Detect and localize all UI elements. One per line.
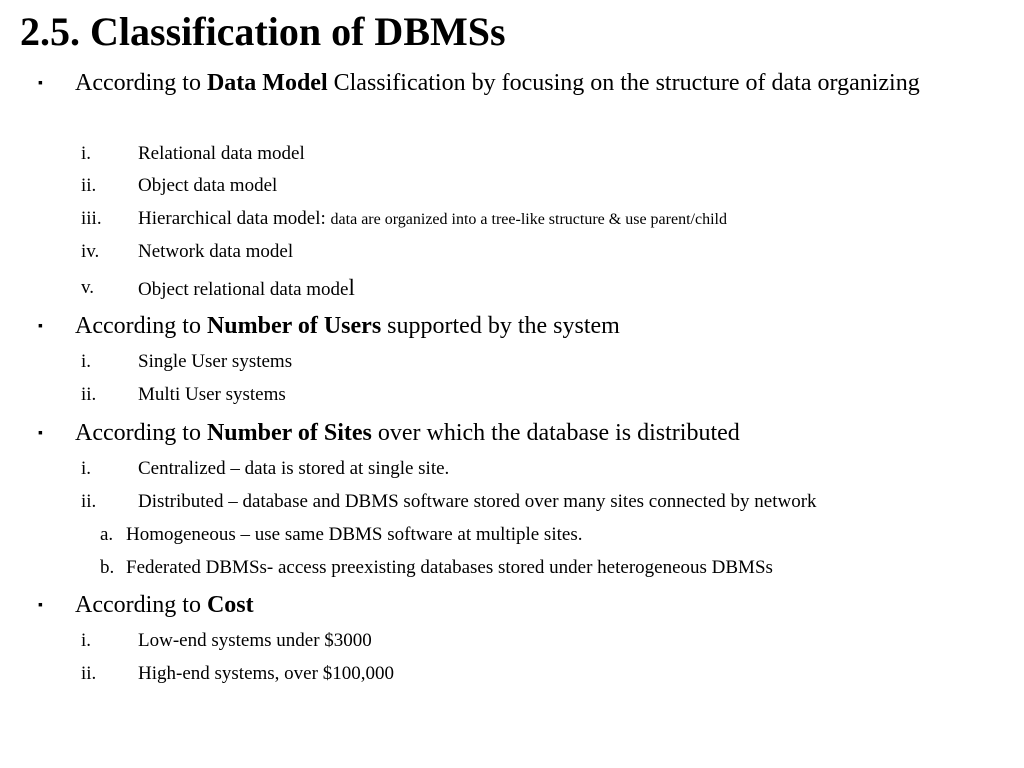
list-number: i. [81, 630, 92, 651]
list-item: Relational data model [138, 143, 305, 164]
list-number: iv. [81, 241, 100, 262]
section-heading-number-of-users [75, 309, 620, 343]
section-keyword: Number of Sites [206, 420, 372, 446]
list-item-text: Hierarchical data model: [138, 208, 326, 229]
sub-list-letter: b. [100, 557, 115, 578]
section-prefix: According to [75, 313, 201, 339]
list-item: Low-end systems under $3000 [138, 630, 372, 651]
bullet-icon: ▪ [38, 426, 43, 441]
bullet-icon: ▪ [38, 319, 43, 334]
list-item: Centralized – data is stored at single site. [138, 458, 450, 479]
list-item-note: data are organized into a tree-like structure & use parent/child [330, 211, 727, 228]
list-number: i. [81, 351, 92, 372]
section-prefix: According to [75, 70, 201, 96]
list-number: iii. [81, 208, 102, 229]
list-item: Single User systems [138, 351, 293, 372]
sub-list-item: Homogeneous – use same DBMS software at multiple sites. [126, 524, 583, 545]
list-number: ii. [81, 175, 97, 196]
section-heading-number-of-sites [75, 416, 740, 450]
list-number: ii. [81, 384, 97, 405]
list-number: i. [81, 458, 92, 479]
list-item [138, 275, 355, 303]
sub-list-letter: a. [100, 524, 114, 545]
bullet-icon: ▪ [38, 76, 43, 91]
list-item: Multi User systems [138, 384, 286, 405]
section-keyword: Cost [206, 592, 254, 618]
section-heading-cost [75, 588, 254, 622]
list-item: Object data model [138, 175, 278, 196]
list-item: Distributed – database and DBMS software stored over many sites connected by network [138, 491, 817, 512]
section-prefix: According to [75, 420, 201, 446]
list-item-last-char: l [348, 275, 355, 300]
section-suffix: Classification by focusing on the structure of data organizing [333, 70, 920, 96]
section-keyword: Data Model [206, 70, 328, 96]
list-number: v. [81, 277, 95, 298]
list-item [138, 206, 727, 233]
section-suffix: supported by the system [387, 313, 620, 339]
list-number: ii. [81, 663, 97, 684]
bullet-icon: ▪ [38, 598, 43, 613]
list-number: i. [81, 143, 92, 164]
list-number: ii. [81, 491, 97, 512]
list-item-text: Object relational data mode [138, 279, 349, 300]
section-suffix: over which the database is distributed [377, 420, 740, 446]
section-keyword: Number of Users [206, 313, 382, 339]
page-title: 2.5. Classification of DBMSs [20, 9, 506, 54]
sub-list-item: Federated DBMSs- access preexisting databases stored under heterogeneous DBMSs [126, 557, 773, 578]
list-item: High-end systems, over $100,000 [138, 663, 394, 684]
section-heading-data-model [75, 66, 1014, 100]
list-item: Network data model [138, 241, 294, 262]
section-prefix: According to [75, 592, 201, 618]
